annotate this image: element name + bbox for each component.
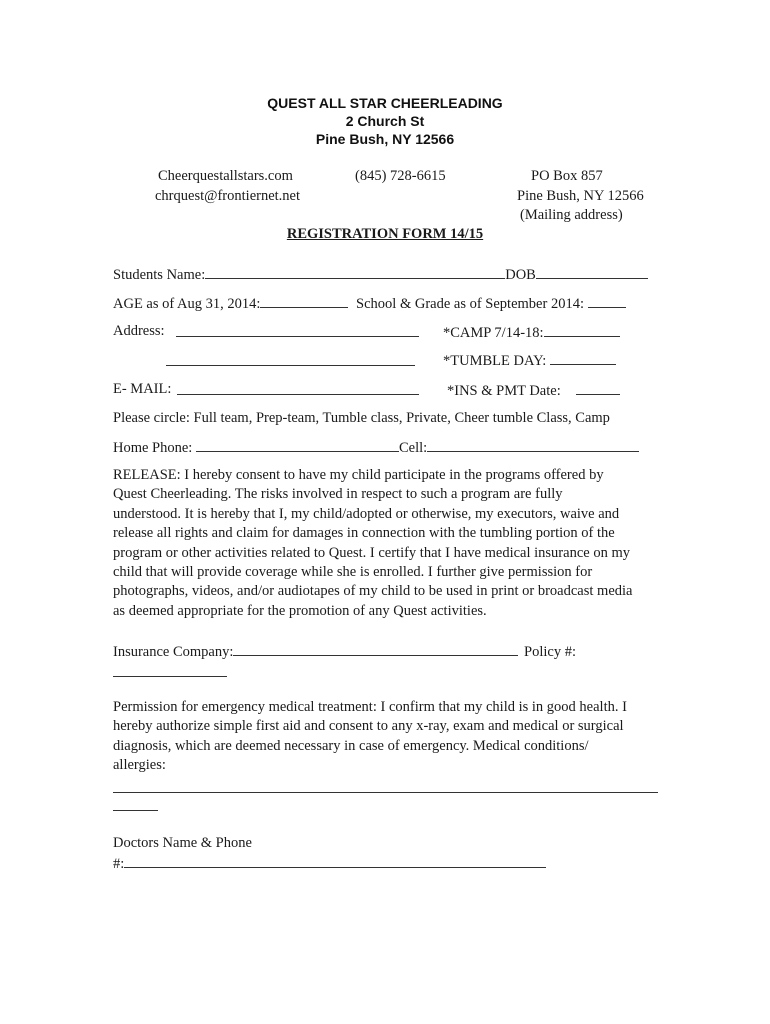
doctor-prefix: #: [113, 856, 125, 872]
phone-text: (845) 728-6615 [355, 168, 446, 184]
student-name-row [113, 264, 648, 284]
student-name-field[interactable] [205, 264, 505, 279]
email-label: E- MAIL: [113, 381, 172, 397]
email-contact-text: chrquest@frontiernet.net [155, 188, 301, 204]
doctor-label: Doctors Name & Phone [113, 835, 252, 851]
age-label: AGE as of Aug 31, 2014: [113, 296, 261, 312]
medical-conditions-field-continued[interactable] [113, 810, 158, 811]
policy-field[interactable] [113, 676, 227, 677]
org-street: 2 Church St [345, 113, 425, 129]
org-city: Pine Bush, NY 12566 [315, 131, 455, 147]
medical-line: hereby authorize simple first aid and consent to any x-ray, exam and medical or surgical [113, 718, 624, 735]
home-phone-field[interactable] [196, 437, 399, 452]
camp-label: *CAMP 7/14-18: [443, 325, 544, 341]
tumble-day-row [443, 350, 616, 370]
address-field-line-2[interactable] [166, 365, 415, 366]
age-field[interactable] [260, 293, 348, 308]
phone-row [113, 437, 639, 457]
release-line: RELEASE: I hereby consent to have my child participate in the programs offered by [113, 467, 604, 483]
ins-pmt-row [447, 380, 620, 400]
release-line: child that will provide coverage while she is enrolled. I further give permission for [113, 564, 593, 581]
release-line: as deemed appropriate for the promotion of any Quest activities. [113, 602, 487, 619]
address-label: Address: [113, 323, 165, 339]
medical-paragraph [113, 698, 658, 776]
medical-line: diagnosis, which are deemed necessary in case of emergency. Medical conditions/ [113, 737, 589, 754]
cell-label: Cell: [398, 440, 428, 456]
release-line: understood. It is hereby that I, my child/adopted or otherwise, my executors, waive and [113, 505, 620, 522]
release-line: release all rights and claim for damages in connection with the tumbling portion of the [113, 525, 615, 542]
school-grade-label: School & Grade as of September 2014: [356, 296, 584, 312]
ins-pmt-field[interactable] [576, 380, 620, 395]
form-title: REGISTRATION FORM 14/15 [286, 226, 484, 242]
release-line: photographs, videos, and/or audiotapes of my child to be used in print or broadcast media [113, 583, 633, 600]
tumble-day-field[interactable] [550, 350, 616, 365]
insurance-company-label: Insurance Company: [113, 644, 234, 660]
tumble-day-label: *TUMBLE DAY: [443, 353, 547, 369]
cell-field[interactable] [427, 437, 639, 452]
program-choice-line[interactable]: Please circle: Full team, Prep-team, Tumble class, Private, Cheer tumble Class, Camp [113, 410, 610, 426]
po-box-text: PO Box 857 [531, 168, 603, 184]
ins-pmt-label: *INS & PMT Date: [447, 383, 561, 399]
mailing-note-text: (Mailing address) [520, 207, 623, 223]
doctor-row [113, 853, 546, 873]
dob-field[interactable] [536, 264, 648, 279]
policy-label: Policy #: [524, 644, 576, 660]
school-grade-field[interactable] [588, 293, 626, 308]
dob-label: DOB [505, 267, 536, 283]
medical-conditions-field[interactable] [113, 792, 658, 793]
release-line: Quest Cheerleading. The risks involved in respect to such a program are fully [113, 486, 563, 503]
camp-field[interactable] [544, 322, 620, 337]
doctor-field[interactable] [124, 853, 546, 868]
email-field[interactable] [177, 394, 419, 395]
insurance-company-field[interactable] [233, 641, 518, 656]
website-text: Cheerquestallstars.com [158, 168, 293, 184]
student-name-label: Students Name: [113, 267, 206, 283]
camp-row [443, 322, 620, 342]
mailing-city-text: Pine Bush, NY 12566 [517, 188, 644, 204]
insurance-row [113, 641, 576, 661]
address-field-line-1[interactable] [176, 336, 419, 337]
medical-line: allergies: [113, 757, 166, 774]
medical-line: Permission for emergency medical treatment: I confirm that my child is in good health. I [113, 699, 627, 715]
age-row [113, 293, 626, 313]
org-name: QUEST ALL STAR CHEERLEADING [267, 95, 503, 111]
home-phone-label: Home Phone: [113, 440, 193, 456]
release-paragraph [113, 466, 658, 621]
release-line: program or other activities related to Quest. I certify that I have medical insurance on my [113, 544, 630, 561]
